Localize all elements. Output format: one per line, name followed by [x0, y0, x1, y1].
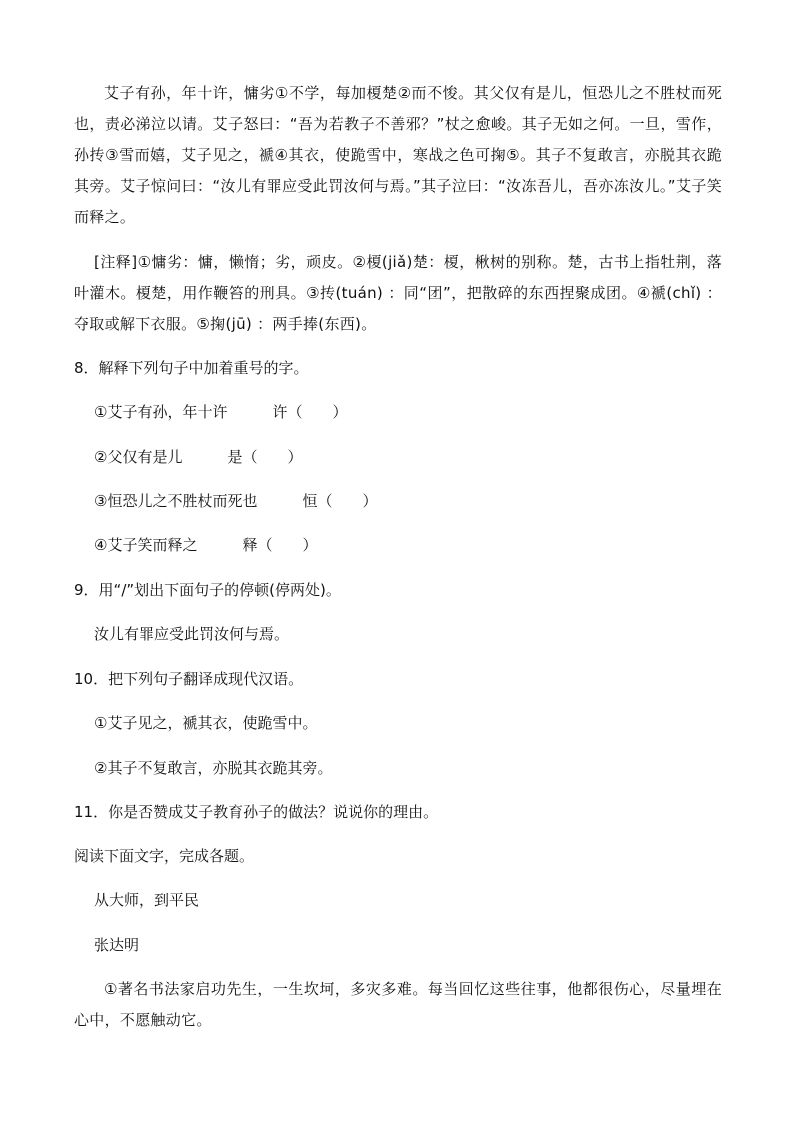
- question-8: 8．解释下列句子中加着重号的字。: [74, 359, 309, 377]
- question-8-item-1: ①艾子有孙，年十许 许（ ）: [94, 403, 348, 421]
- question-9-sentence: 汝儿有罪应受此罚汝何与焉。: [94, 625, 290, 643]
- question-11: 11．你是否赞成艾子教育孙子的做法？说说你的理由。: [74, 803, 439, 821]
- annotation-notes: [注释]①慵劣：慵，懒惰；劣，顽皮。②榎(jiǎ)楚：榎，楸树的别称。楚，古书上指牡荆，落叶灌木。榎楚，用作鞭笞的刑具。③抟(tuán) ：同“团”，把散碎的东西捏聚成团。④褫(chǐ) ：夺取或解下衣服。⑤掬(jū) ：两手捧(东西)。: [74, 253, 722, 333]
- article-author: 张达明: [94, 936, 140, 954]
- question-9: 9．用“/”划出下面句子的停顿(停两处)。: [74, 581, 341, 599]
- question-10: 10．把下列句子翻译成现代汉语。: [74, 670, 304, 688]
- question-10-item-2: ②其子不复敢言，亦脱其衣跪其旁。: [94, 759, 333, 777]
- question-10-item-1: ①艾子见之，褫其衣，使跪雪中。: [94, 714, 318, 732]
- article-title: 从大师，到平民: [94, 891, 200, 909]
- question-8-item-2: ②父仅有是儿 是（ ）: [94, 448, 303, 466]
- classical-passage: 艾子有孙，年十许，慵劣①不学，每加榎楚②而不悛。其父仅有是儿，恒恐儿之不胜杖而死也，责必涕泣以请。艾子怒曰：“吾为若教子不善邪？”杖之愈峻。其子无如之何。一旦，雪作，孙抟③雪而嬉，艾子见之，褫④其衣，使跪雪中，寒战之色可掬⑤。其子不复敢言，亦脱其衣跪其旁。艾子惊问曰：“汝儿有罪应受此罚汝何与焉。”其子泣曰：“汝冻吾儿，吾亦冻汝儿。”艾子笑而释之。: [74, 84, 722, 226]
- question-8-item-3: ③恒恐儿之不胜杖而死也 恒（ ）: [94, 492, 378, 510]
- question-8-item-4: ④艾子笑而释之 释（ ）: [94, 536, 318, 554]
- article-paragraph-1: ①著名书法家启功先生，一生坎坷，多灾多难。每当回忆这些往事，他都很伤心，尽量埋在心中，不愿触动它。: [74, 980, 722, 1029]
- reading-instruction: 阅读下面文字，完成各题。: [74, 847, 255, 865]
